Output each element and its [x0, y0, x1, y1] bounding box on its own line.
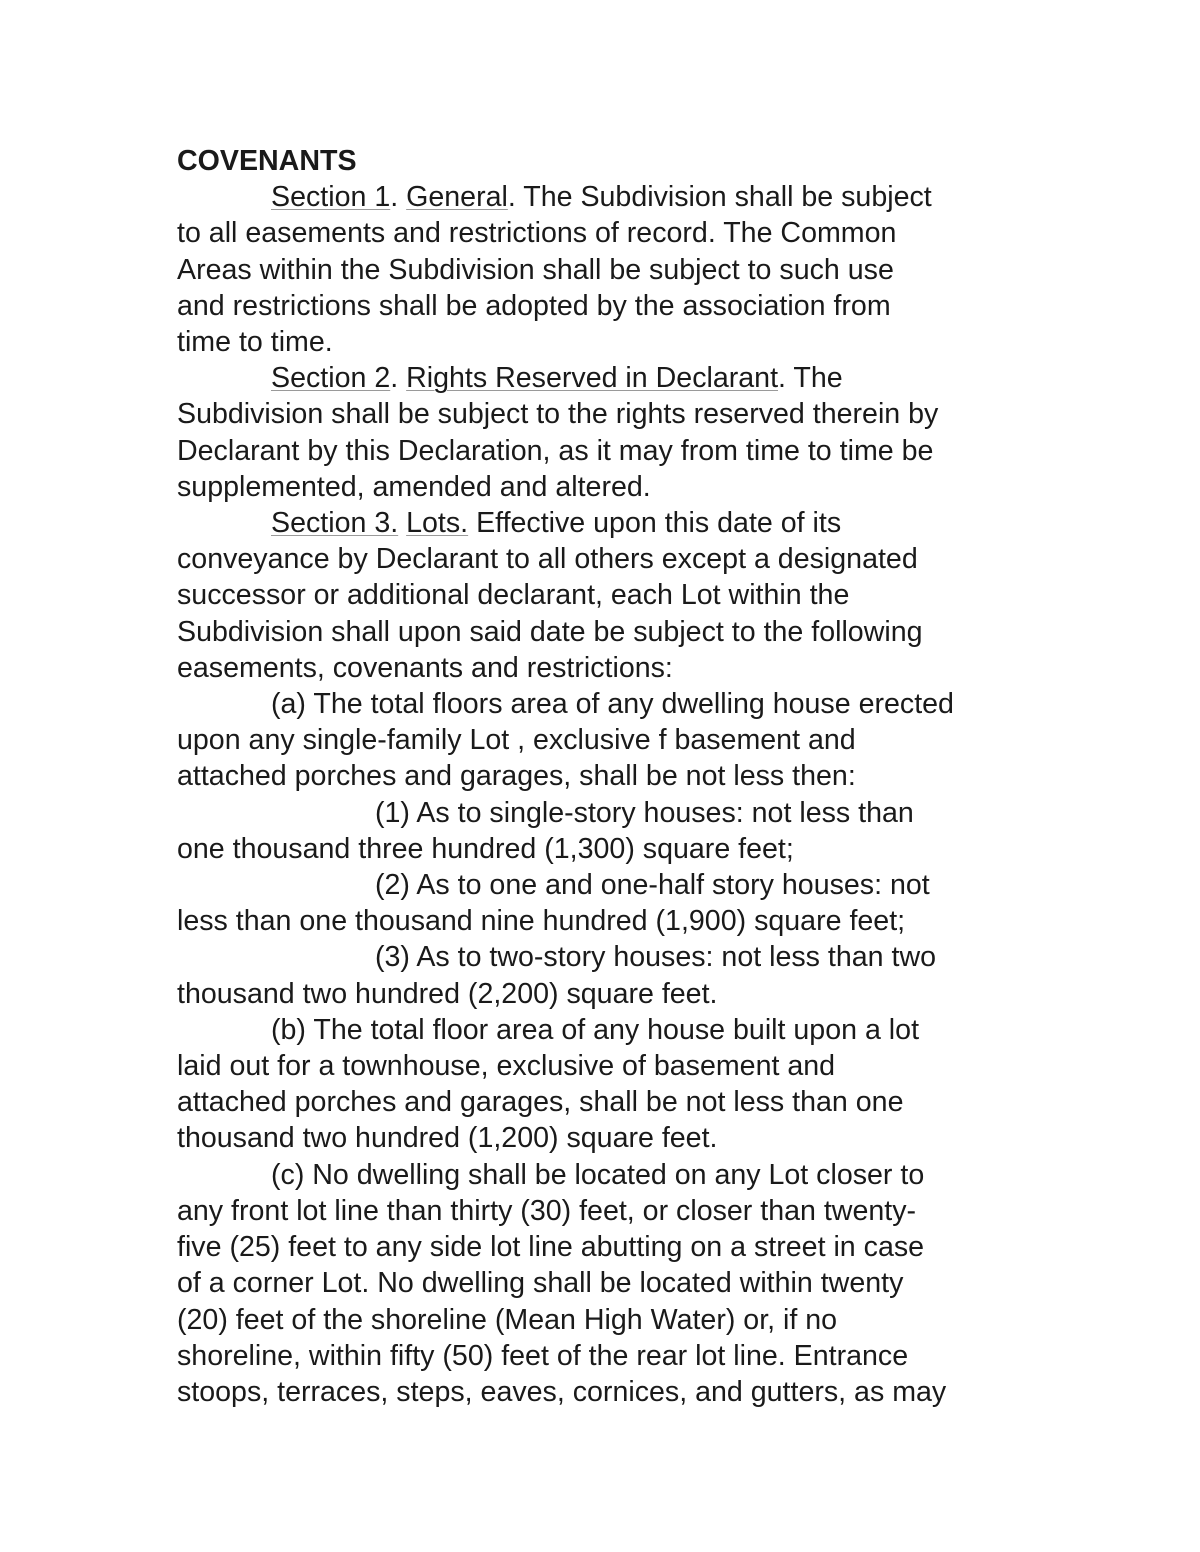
item-3-first-line: (3) As to two-story houses: not less than two — [375, 941, 937, 974]
item-1-line: one thousand three hundred (1,300) square feet; — [177, 832, 794, 865]
para-a-first-line: (a) The total floors area of any dwelling house erected — [271, 688, 954, 721]
section-1-line: and restrictions shall be adopted by the association from — [177, 289, 891, 322]
para-c-line: five (25) feet to any side lot line abutting on a street in case — [177, 1231, 925, 1264]
section-3-first-line: Section 3. Lots. Effective upon this date of its — [271, 507, 842, 540]
section-1-line: to all easements and restrictions of record. The Common — [177, 217, 897, 250]
para-b-line: attached porches and garages, shall be not less than one — [177, 1086, 904, 1119]
section-1-line: time to time. — [177, 326, 333, 359]
para-a-line: upon any single-family Lot , exclusive f basement and — [177, 724, 856, 757]
para-b-line: laid out for a townhouse, exclusive of basement and — [177, 1050, 836, 1083]
section-1-label: Section 1 — [271, 181, 391, 214]
section-3-title: Lots. — [406, 507, 469, 540]
para-c-line: any front lot line than thirty (30) feet, or closer than twenty- — [177, 1194, 917, 1227]
section-2-line: Subdivision shall be subject to the rights reserved therein by — [177, 398, 939, 431]
para-b-line: thousand two hundred (1,200) square feet. — [177, 1122, 718, 1155]
para-b-first-line: (b) The total floor area of any house built upon a lot — [271, 1013, 920, 1046]
section-3-line: Subdivision shall upon said date be subject to the following — [177, 615, 923, 648]
para-c-line: stoops, terraces, steps, eaves, cornices, and gutters, as may — [177, 1375, 947, 1408]
section-1-line: Areas within the Subdivision shall be subject to such use — [177, 253, 894, 286]
document-page — [177, 143, 1037, 1410]
section-2-first-line: Section 2. Rights Reserved in Declarant. The — [271, 362, 843, 395]
section-1-first-line: Section 1. General. The Subdivision shall be subject — [271, 181, 932, 214]
item-3-line: thousand two hundred (2,200) square feet. — [177, 977, 718, 1010]
para-a-line: attached porches and garages, shall be not less then: — [177, 760, 856, 793]
section-3-line: conveyance by Declarant to all others except a designated — [177, 543, 918, 576]
section-2-title: Rights Reserved in Declarant — [406, 362, 779, 395]
section-2-label: Section 2 — [271, 362, 391, 395]
section-2-line: supplemented, amended and altered. — [177, 470, 651, 503]
para-c-first-line: (c) No dwelling shall be located on any Lot closer to — [271, 1158, 925, 1191]
para-c-line: of a corner Lot. No dwelling shall be located within twenty — [177, 1267, 904, 1300]
section-3-line: successor or additional declarant, each Lot within the — [177, 579, 850, 612]
section-3-label: Section 3. — [271, 507, 399, 540]
section-2-line: Declarant by this Declaration, as it may from time to time be — [177, 434, 934, 467]
document-heading: COVENANTS — [177, 145, 357, 177]
para-c-line: shoreline, within fifty (50) feet of the rear lot line. Entrance — [177, 1339, 909, 1372]
section-3-line: easements, covenants and restrictions: — [177, 651, 673, 684]
section-1-title: General — [406, 181, 508, 214]
item-1-first-line: (1) As to single-story houses: not less than — [375, 796, 914, 829]
para-c-line: (20) feet of the shoreline (Mean High Water) or, if no — [177, 1303, 838, 1336]
item-2-line: less than one thousand nine hundred (1,900) square feet; — [177, 905, 906, 938]
item-2-first-line: (2) As to one and one-half story houses: not — [375, 869, 930, 902]
